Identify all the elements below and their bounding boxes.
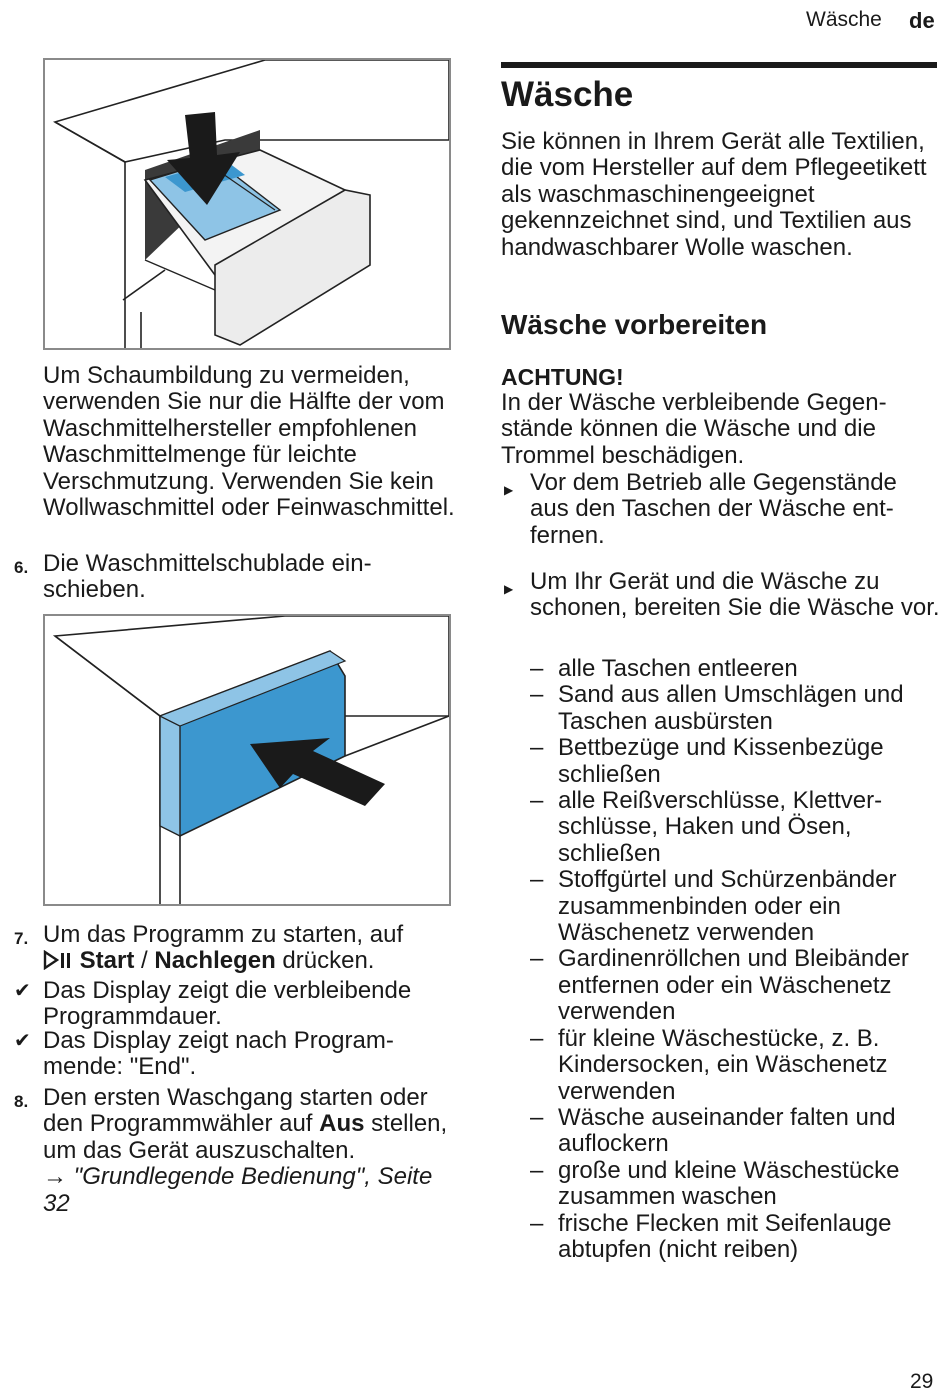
step-8-text-pre: Den ersten Waschgang starten oder den Programmwähler auf [43, 1084, 428, 1138]
intro-paragraph-left: Um Schaumbildung zu vermeiden, verwenden Sie nur die Hälfte der vom Waschmittelhersteller empfohlenen Waschmittelmenge für leichte Verschmutzung. Verwenden Sie kein Wollwaschmittel oder Feinwaschmittel. [43, 362, 455, 522]
list-item: – Wäsche auseinander falten und auflockern [530, 1103, 896, 1158]
arrow-icon: → [43, 1163, 67, 1191]
nachlegen-label: Nachlegen [154, 947, 276, 975]
intro-paragraph-right: Sie können in Ihrem Gerät alle Textilien, die vom Hersteller auf dem Pflegeetikett als waschmaschinengeeignet gekennzeichnet sind, und Textilien aus handwaschbarer Wolle waschen. [501, 128, 927, 261]
prep-list [529, 656, 949, 1263]
step-8-number: 8. [14, 1092, 29, 1111]
result-1-text: Das Display zeigt die verbleibende Programmdauer. [43, 977, 412, 1031]
list-item: – frische Flecken mit Seifenlauge abtupfen (nicht reiben) [530, 1209, 892, 1263]
check-icon: ✔ [14, 1030, 31, 1052]
triangle-bullet-icon: ▶ [504, 582, 514, 596]
step-6 [14, 551, 454, 604]
list-item: – alle Reißverschlüsse, Klettverschlüsse, Haken und Ösen, schließen [530, 787, 883, 867]
step-6-text: Die Waschmittelschublade einschieben. [43, 550, 372, 604]
triangle-bullet-icon: ▶ [504, 483, 514, 497]
step-7 [14, 922, 454, 975]
list-item: – große und kleine Wäschestücke zusammen waschen [530, 1156, 900, 1211]
result-1 [14, 978, 454, 1031]
prep-action [501, 569, 941, 622]
start-label: Start [79, 947, 135, 975]
step-7-text-post: drücken. [282, 947, 375, 975]
aus-label: Aus [319, 1110, 365, 1138]
header-language: de [909, 8, 935, 33]
separator: / [141, 947, 148, 975]
step-8-text-post: stellen, um das Gerät auszuschalten. [43, 1110, 448, 1164]
list-item: – Gardinenröllchen und Bleibänder entfernen oder ein Wäschenetz verwenden [530, 945, 909, 1026]
result-2 [14, 1028, 454, 1081]
list-item: – alle Taschen entleeren [530, 655, 798, 682]
step-6-number: 6. [14, 558, 29, 577]
warning-action [501, 470, 941, 549]
section-heading [501, 62, 937, 115]
warning-text: In der Wäsche verbleibende Gegenstände können die Wäsche und die Trommel beschädigen. [501, 389, 887, 469]
page-number: 29 [910, 1370, 934, 1393]
step-7-text-pre: Um das Programm zu starten, auf [43, 921, 404, 948]
cross-reference-link[interactable]: "Grundlegende Bedienung", Seite 32 [43, 1163, 433, 1217]
list-item: – Sand aus allen Umschlägen und Taschen ausbürsten [530, 681, 904, 735]
figure-close-drawer [43, 614, 451, 906]
subsection-title: Wäsche vorbereiten [501, 309, 768, 340]
list-item: – Stoffgürtel und Schürzenbänder zusammenbinden oder ein Wäschenetz verwenden [530, 866, 897, 947]
play-pause-icon [43, 947, 80, 974]
warning-title: ACHTUNG! [501, 364, 624, 390]
step-8 [14, 1085, 454, 1217]
section-title: Wäsche [501, 75, 634, 114]
warning-action-text: Vor dem Betrieb alle Gegenstände aus den Taschen der Wäsche entfernen. [530, 469, 897, 549]
step-7-number: 7. [14, 929, 29, 948]
result-2-text: Das Display zeigt nach Programmende: "End". [43, 1027, 394, 1081]
figure-detergent-drawer [43, 58, 451, 350]
check-icon: ✔ [14, 980, 31, 1002]
header-section-title: Wäsche [806, 8, 882, 31]
list-item: – Bettbezüge und Kissenbezüge schließen [530, 734, 884, 788]
prep-action-text: Um Ihr Gerät und die Wäsche zu schonen, bereiten Sie die Wäsche vor. [530, 568, 940, 622]
list-item: – für kleine Wäschestücke, z. B. Kindersocken, ein Wäschenetz verwenden [530, 1024, 888, 1105]
